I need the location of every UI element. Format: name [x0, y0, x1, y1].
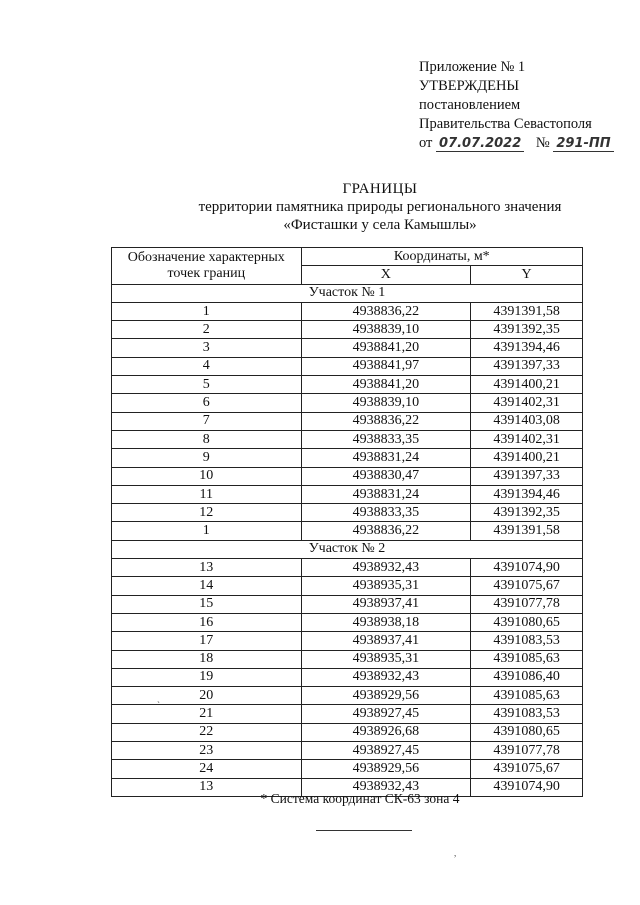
y-coordinate-cell: 4391080,65 — [471, 723, 583, 741]
section-title: Участок № 1 — [112, 284, 583, 302]
appendix-label: Приложение № 1 — [419, 59, 526, 75]
table-body — [112, 284, 583, 796]
point-cell: 16 — [112, 613, 302, 631]
y-coordinate-cell: 4391397,33 — [471, 357, 583, 375]
y-coordinate-cell: 4391402,31 — [471, 430, 583, 448]
approval-block — [419, 58, 614, 153]
point-cell: 4 — [112, 357, 302, 375]
x-coordinate-cell: 4938932,43 — [301, 559, 471, 577]
x-coordinate-cell: 4938836,22 — [301, 412, 471, 430]
y-coordinate-cell: 4391391,58 — [471, 302, 583, 320]
x-coordinate-cell: 4938841,97 — [301, 357, 471, 375]
table-row — [112, 430, 583, 448]
title-heading: ГРАНИЦЫ — [342, 181, 418, 197]
table-row — [112, 613, 583, 631]
table-row — [112, 412, 583, 430]
table-row — [112, 467, 583, 485]
point-cell: 1 — [112, 302, 302, 320]
x-coordinate-cell: 4938935,31 — [301, 577, 471, 595]
resolution-label: постановлением — [419, 97, 521, 113]
point-cell: 15 — [112, 595, 302, 613]
point-cell: 11 — [112, 485, 302, 503]
point-cell: 7 — [112, 412, 302, 430]
x-coordinate-cell: 4938839,10 — [301, 321, 471, 339]
y-coordinate-cell: 4391402,31 — [471, 394, 583, 412]
table-row — [112, 668, 583, 686]
table-row — [112, 321, 583, 339]
stray-mark: ` — [157, 700, 160, 710]
x-coordinate-cell: 4938836,22 — [301, 302, 471, 320]
y-coordinate-cell: 4391077,78 — [471, 595, 583, 613]
y-coordinate-cell: 4391074,90 — [471, 559, 583, 577]
title-name: «Фисташки у села Камышлы» — [283, 217, 477, 233]
point-cell: 13 — [112, 559, 302, 577]
table-row — [112, 632, 583, 650]
table-row — [112, 705, 583, 723]
x-coordinate-cell: 4938830,47 — [301, 467, 471, 485]
x-coordinate-cell: 4938831,24 — [301, 485, 471, 503]
x-coordinate-cell: 4938841,20 — [301, 339, 471, 357]
table-row — [112, 650, 583, 668]
resolution-date: 07.07.2022 — [436, 136, 524, 152]
y-coordinate-cell: 4391083,53 — [471, 705, 583, 723]
y-coordinate-cell: 4391397,33 — [471, 467, 583, 485]
table-row — [112, 504, 583, 522]
point-cell: 1 — [112, 522, 302, 540]
x-coordinate-cell: 4938839,10 — [301, 394, 471, 412]
section-row — [112, 540, 583, 558]
point-header: Обозначение характерных точек границ — [112, 248, 302, 285]
table-row — [112, 742, 583, 760]
point-cell: 24 — [112, 760, 302, 778]
number-label: № — [535, 135, 550, 151]
title-subheading: территории памятника природы регионального значения — [198, 199, 562, 215]
x-coordinate-cell: 4938926,68 — [301, 723, 471, 741]
point-cell: 5 — [112, 376, 302, 394]
document-title — [0, 180, 640, 234]
y-coordinate-cell: 4391085,63 — [471, 650, 583, 668]
y-coordinate-cell: 4391394,46 — [471, 485, 583, 503]
table-row — [112, 394, 583, 412]
end-rule — [316, 830, 412, 831]
y-coordinate-cell: 4391391,58 — [471, 522, 583, 540]
table-row — [112, 339, 583, 357]
from-label: от — [419, 135, 433, 151]
y-header: Y — [471, 266, 583, 284]
resolution-number: 291-ПП — [553, 136, 613, 152]
x-coordinate-cell: 4938937,41 — [301, 595, 471, 613]
point-cell: 12 — [112, 504, 302, 522]
x-coordinate-cell: 4938938,18 — [301, 613, 471, 631]
point-cell: 2 — [112, 321, 302, 339]
point-cell: 10 — [112, 467, 302, 485]
table-row — [112, 302, 583, 320]
y-coordinate-cell: 4391400,21 — [471, 376, 583, 394]
y-coordinate-cell: 4391074,90 — [471, 778, 583, 796]
point-cell: 19 — [112, 668, 302, 686]
x-coordinate-cell: 4938937,41 — [301, 632, 471, 650]
point-cell: 3 — [112, 339, 302, 357]
x-coordinate-cell: 4938932,43 — [301, 778, 471, 796]
x-coordinate-cell: 4938935,31 — [301, 650, 471, 668]
y-coordinate-cell: 4391075,67 — [471, 760, 583, 778]
y-coordinate-cell: 4391080,65 — [471, 613, 583, 631]
point-cell: 20 — [112, 687, 302, 705]
footnote: * Система координат СК-63 зона 4 — [260, 791, 460, 806]
y-coordinate-cell: 4391392,35 — [471, 321, 583, 339]
point-cell: 23 — [112, 742, 302, 760]
x-coordinate-cell: 4938836,22 — [301, 522, 471, 540]
x-coordinate-cell: 4938929,56 — [301, 687, 471, 705]
date-number-line — [419, 134, 614, 153]
x-coordinate-cell: 4938927,45 — [301, 705, 471, 723]
y-coordinate-cell: 4391083,53 — [471, 632, 583, 650]
government-label: Правительства Севастополя — [419, 116, 592, 132]
y-coordinate-cell: 4391394,46 — [471, 339, 583, 357]
point-cell: 14 — [112, 577, 302, 595]
x-coordinate-cell: 4938927,45 — [301, 742, 471, 760]
x-coordinate-cell: 4938833,35 — [301, 504, 471, 522]
stray-dot: , — [454, 848, 457, 858]
point-cell: 22 — [112, 723, 302, 741]
point-cell: 13 — [112, 778, 302, 796]
table-row — [112, 485, 583, 503]
table-row — [112, 522, 583, 540]
y-coordinate-cell: 4391086,40 — [471, 668, 583, 686]
point-cell: 18 — [112, 650, 302, 668]
table-row — [112, 449, 583, 467]
x-coordinate-cell: 4938833,35 — [301, 430, 471, 448]
approved-label: УТВЕРЖДЕНЫ — [419, 78, 520, 94]
table-row — [112, 577, 583, 595]
point-cell: 17 — [112, 632, 302, 650]
x-coordinate-cell: 4938841,20 — [301, 376, 471, 394]
table-row — [112, 559, 583, 577]
point-cell: 6 — [112, 394, 302, 412]
table-row — [112, 376, 583, 394]
x-header: X — [301, 266, 471, 284]
table-row — [112, 687, 583, 705]
section-title: Участок № 2 — [112, 540, 583, 558]
table-row — [112, 723, 583, 741]
y-coordinate-cell: 4391400,21 — [471, 449, 583, 467]
y-coordinate-cell: 4391075,67 — [471, 577, 583, 595]
table-row — [112, 595, 583, 613]
point-cell: 21 — [112, 705, 302, 723]
y-coordinate-cell: 4391392,35 — [471, 504, 583, 522]
coordinates-header: Координаты, м* — [301, 248, 582, 266]
table-row — [112, 357, 583, 375]
point-cell: 8 — [112, 430, 302, 448]
boundary-coordinates-table — [111, 247, 583, 797]
x-coordinate-cell: 4938929,56 — [301, 760, 471, 778]
x-coordinate-cell: 4938932,43 — [301, 668, 471, 686]
table-row — [112, 760, 583, 778]
y-coordinate-cell: 4391403,08 — [471, 412, 583, 430]
point-cell: 9 — [112, 449, 302, 467]
x-coordinate-cell: 4938831,24 — [301, 449, 471, 467]
y-coordinate-cell: 4391085,63 — [471, 687, 583, 705]
section-row — [112, 284, 583, 302]
y-coordinate-cell: 4391077,78 — [471, 742, 583, 760]
